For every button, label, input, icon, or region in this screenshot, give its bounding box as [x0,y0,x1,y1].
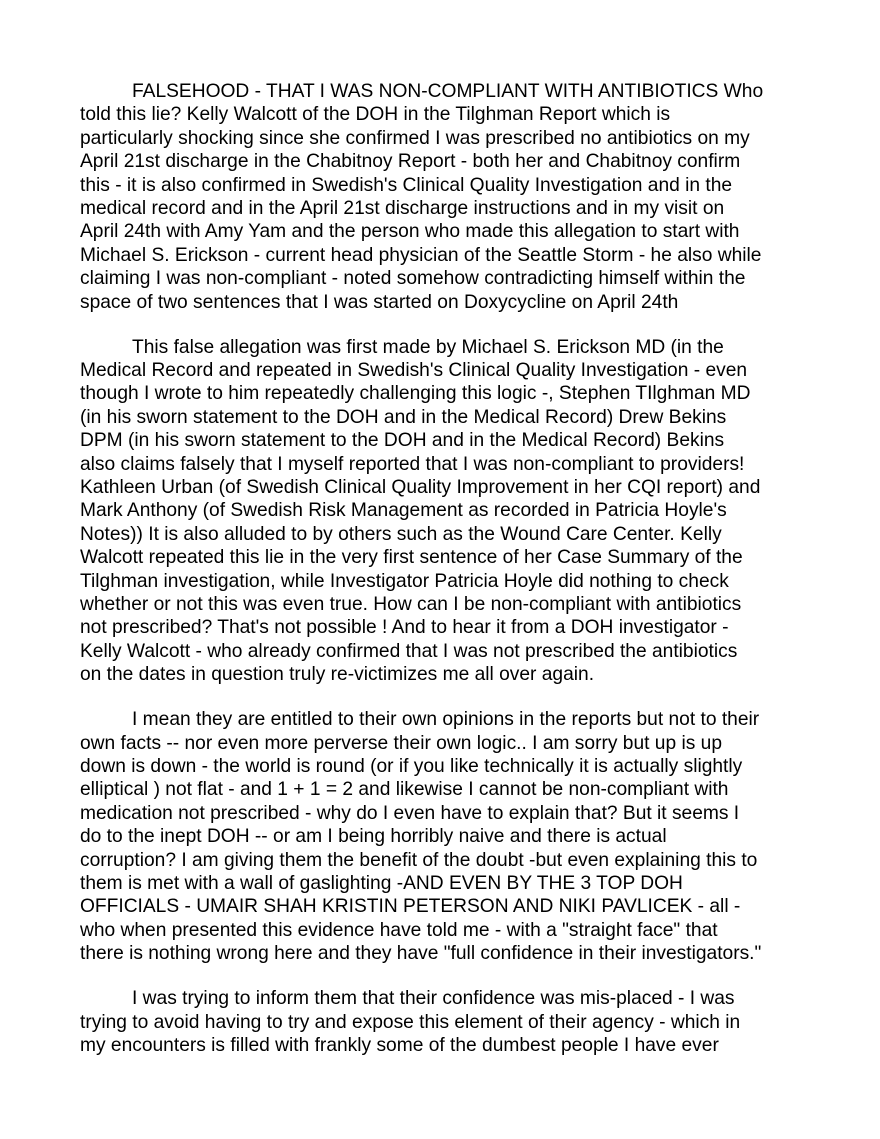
document-page [80,80,804,1079]
paragraph-opinions-facts: I mean they are entitled to their own opinions in the reports but not to their own facts -- nor even more perverse their own logic.. I am sorry but up is up down is down - the world is round (or if you like technically it is actually slightly elliptical ) not flat - and 1 + 1 = 2 and likewise I cannot be non-compliant with medication not prescribed - why do I even have to explain that? But it seems I do to the inept DOH -- or am I being horribly naive and there is actual corruption? I am giving them the benefit of the doubt -but even explaining this to them is met with a wall of gaslighting -AND EVEN BY THE 3 TOP DOH OFFICIALS - UMAIR SHAH KRISTIN PETERSON AND NIKI PAVLICEK - all - who when presented this evidence have told me - with a "straight face" that there is nothing wrong here and they have "full confidence in their investigators." [80,709,762,965]
paragraph-confidence-misplaced: I was trying to inform them that their confidence was mis-placed - I was trying to avoid having to try and expose this element of their agency - which in my encounters is filled with frankly some of the dumbest people I have ever [80,988,741,1056]
paragraph-allegation-origin: This false allegation was first made by Michael S. Erickson MD (in the Medical Record and repeated in Swedish's Clinical Quality Investigation - even though I wrote to him repeatedly challenging this logic -, Stephen TIlghman MD (in his sworn statement to the DOH and in the Medical Record) Drew Bekins DPM (in his sworn statement to the DOH and in the Medical Record) Bekins also claims falsely that I myself reported that I was non-compliant to providers! Kathleen Urban (of Swedish Clinical Quality Improvement in her CQI report) and Mark Anthony (of Swedish Risk Management as recorded in Patricia Hoyle's Notes)) It is also alluded to by others such as the Wound Care Center. Kelly Walcott repeated this lie in the very first sentence of her Case Summary of the Tilghman investigation, while Investigator Patricia Hoyle did nothing to check whether or not this was even true. How can I be non-compliant with antibiotics not prescribed? That's not possible ! And to hear it from a DOH investigator - Kelly Walcott - who already confirmed that I was not prescribed the antibiotics on the dates in question truly re-victimizes me all over again. [80,336,761,686]
paragraph-falsehood: FALSEHOOD - THAT I WAS NON-COMPLIANT WITH ANTIBIOTICS Who told this lie? Kelly Walcott of the DOH in the Tilghman Report which is particularly shocking since she confirmed I was prescribed no antibiotics on my April 21st discharge in the Chabitnoy Report - both her and Chabitnoy confirm this - it is also confirmed in Swedish's Clinical Quality Investigation and in the medical record and in the April 21st discharge instructions and in my visit on April 24th with Amy Yam and the person who made this allegation to start with Michael S. Erickson - current head physician of the Seattle Storm - he also while claiming I was non-compliant - noted somehow contradicting himself within the space of two sentences that I was started on Doxycycline on April 24th [80,81,764,313]
